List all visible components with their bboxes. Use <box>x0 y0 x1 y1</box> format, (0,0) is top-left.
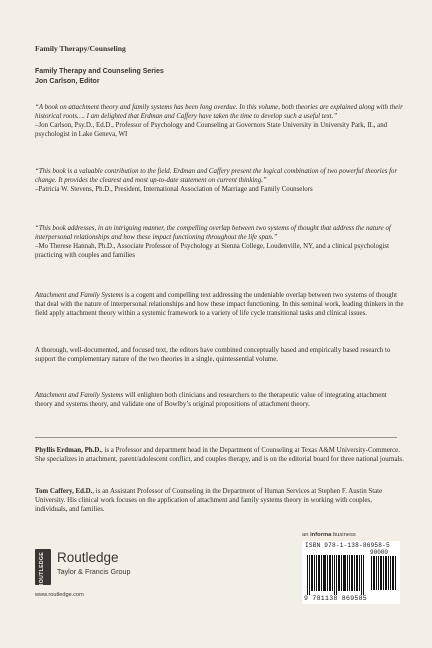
barcode <box>302 541 400 604</box>
author-bio-1 <box>35 447 405 465</box>
endorsement-attribution: –Mo Therese Hannah, Ph.D., Associate Professor of Psychology at Sienna College, Loudenville, NY, and a clinical psychologist practicing with couples and families <box>35 242 389 259</box>
series-editor: Jon Carlson, Editor <box>35 77 100 85</box>
endorsement-quote: “This book addresses, in an intriguing manner, the compelling overlap between two systems of thought that address the nature of interpersonal relationships and how these impact functioning throughout the life span.” <box>35 225 391 241</box>
book-title-inline: Attachment and Family Systems <box>35 292 124 299</box>
series-block <box>35 67 164 86</box>
informa-prefix: an <box>302 532 311 538</box>
price-code: 90000 <box>370 549 389 556</box>
endorsement-quote: “A book on attachment theory and family systems has been long overdue. In this volume, both theories are explained along with their historical roots…. I am delighted that Erdman and Caffery have taken the time to develop such a useful text.” <box>35 104 403 120</box>
publisher-logo <box>35 549 195 609</box>
publisher-name: Routledge <box>57 550 119 565</box>
barcode-addon-bars-icon <box>371 556 397 590</box>
informa-name: informa <box>310 532 332 538</box>
barcode-digits: 9 781138 869585 <box>304 595 368 602</box>
endorsement-1 <box>35 104 405 140</box>
description-paragraph-2 <box>35 347 405 365</box>
logo-mark-text: ROUTLEDGE <box>39 552 45 588</box>
author-bio-2 <box>35 488 405 515</box>
description-text: is a cogent and compelling text addressing the undeniable overlap between two systems of thought that deal with the nature of interpersonal relationships and how these impact functioning. In this seminal work, leading thinkers in the field apply attachment theory within a systemic framework to a variety of life cycle transitional tasks and clinical issues. <box>35 292 404 317</box>
informa-tagline <box>302 532 356 538</box>
category-label: Family Therapy/Counseling <box>35 44 126 53</box>
publisher-website: www.routledge.com <box>35 592 84 598</box>
author-name: Phyllis Erdman, Ph.D. <box>35 447 102 454</box>
series-title: Family Therapy and Counseling Series <box>35 68 164 75</box>
description-paragraph-3 <box>35 392 405 410</box>
description-text: A thorough, well-documented, and focused text, the editors have combined conceptually based and empirically based research to support the complementary nature of the two theories in a single, quintessential volume. <box>35 347 391 363</box>
description-text: will enlighten both clinicians and researchers to the therapeutic value of integrating attachment theory and systems theory, and validate one of Bowlby’s original propositions of attachment theory. <box>35 392 387 408</box>
endorsement-attribution: –Jon Carlson, Psy.D., Ed.D., Professor of Psychology and Counseling at Governors State University in University Park, IL, and psychologist in Lake Geneva, WI <box>35 121 388 138</box>
author-bio-text: , is a Professor and department head in the Department of Counseling at Texas A&M University-Commerce. She specializes in attachment, parent/adolescent conflict, and couples therapy, and is on the editorial board for three national journals. <box>35 447 404 463</box>
publisher-group: Taylor & Francis Group <box>57 567 131 576</box>
author-name: Tom Caffery, Ed.D. <box>35 488 93 495</box>
routledge-logo-icon <box>35 549 51 588</box>
endorsement-2 <box>35 168 405 195</box>
isbn-text: ISBN 978-1-138-86958-5 <box>305 542 390 549</box>
author-bio-text: , is an Assistant Professor of Counseling in the Department of Human Services at Stephen F. Austin State University. His clinical work focuses on the application of attachment and family systems theory in working with couples, individuals, and families. <box>35 488 383 513</box>
endorsement-attribution: –Patricia W. Stevens, Ph.D., President, International Association of Marriage and Family Counselors <box>35 185 313 193</box>
barcode-main-bars-icon <box>307 555 367 595</box>
description-paragraph-1 <box>35 292 405 319</box>
endorsement-quote: “This book is a valuable contribution to the field. Erdman and Caffery present the logical combination of two powerful theories for change. It provides the clearest and most up-to-date statement on current thinking.” <box>35 168 398 184</box>
section-divider <box>35 437 397 438</box>
informa-suffix: business <box>331 532 356 538</box>
endorsement-3 <box>35 225 405 261</box>
book-title-inline: Attachment and Family Systems <box>35 392 124 399</box>
